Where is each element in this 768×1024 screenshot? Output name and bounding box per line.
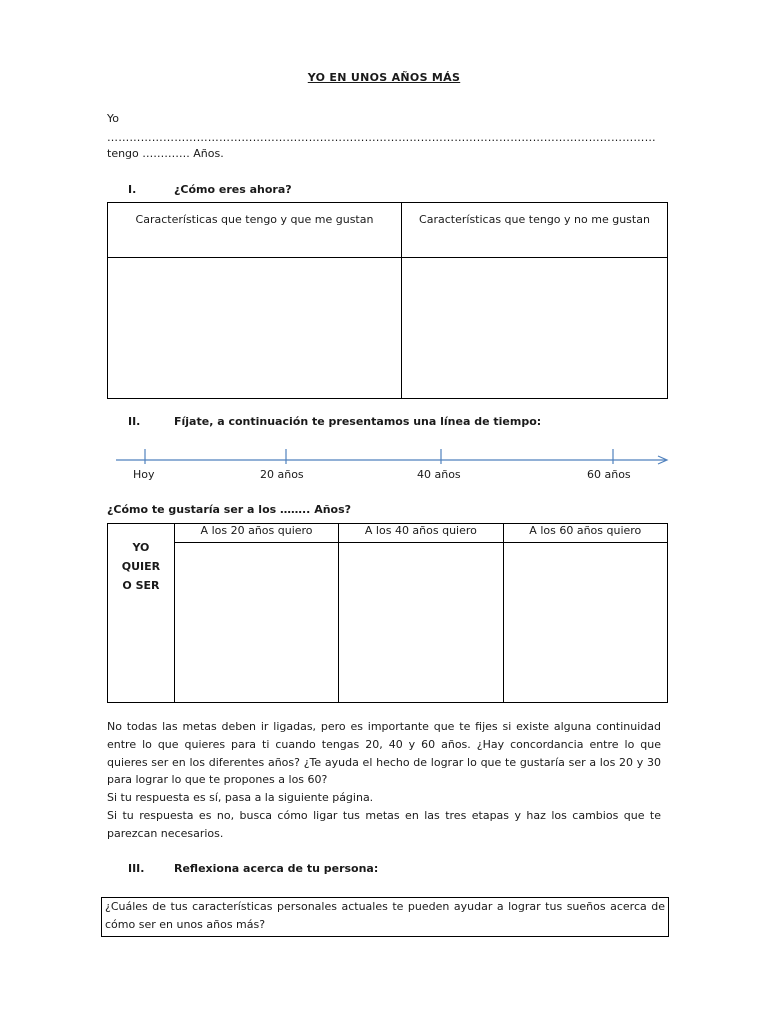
row-label-line: QUIER: [121, 560, 161, 573]
section-2-title: Fíjate, a continuación te presentamos una línea de tiempo:: [174, 415, 542, 428]
row-label-cell: [108, 524, 175, 703]
row-label-line: O SER: [122, 579, 160, 592]
timeline-label-hoy: Hoy: [133, 468, 155, 481]
paragraph-1: No todas las metas deben ir ligadas, pero es importante que te fijes si existe alguna continuidad entre lo que quieres para ti cuando tengas 20, 40 y 60 años. ¿Hay concordancia entre lo que quieres ser en los diferentes años? ¿Te ayuda el hecho de lograr lo que te gustaría ser a los 20 y 30 para lograr lo que te propones a los 60?: [107, 720, 661, 787]
section-3-number: III.: [128, 862, 145, 875]
paragraph-3: Si tu respuesta es no, busca cómo ligar tus metas en las tres etapas y haz los cambios que te parezcan necesarios.: [107, 808, 661, 840]
answer-40-cell[interactable]: [339, 543, 503, 703]
timeline-label-60: 60 años: [587, 468, 631, 481]
timeline: [110, 444, 675, 466]
answer-20-cell[interactable]: [174, 543, 338, 703]
reflection-box[interactable]: ¿Cuáles de tus características personales actuales te pueden ayudar a lograr tus sueños acerca de cómo ser en unos años más?: [101, 897, 669, 937]
goals-table: [107, 523, 668, 703]
page-title: YO EN UNOS AÑOS MÁS: [307, 71, 461, 84]
header-20-cell: A los 20 años quiero: [174, 524, 338, 543]
section-1-title: ¿Cómo eres ahora?: [174, 183, 292, 196]
name-blank-line[interactable]: …………………………………………………………………………………………………………………………………: [107, 131, 656, 144]
section-2-number: II.: [128, 415, 141, 428]
characteristics-table: [107, 202, 668, 399]
paragraph-2: Si tu respuesta es sí, pasa a la siguiente página.: [107, 791, 374, 805]
header-dislike-cell: Características que tengo y no me gustan: [402, 203, 668, 258]
row-label-line: YO: [132, 541, 150, 554]
header-like-cell: Características que tengo y que me gustan: [108, 203, 402, 258]
header-60-cell: A los 60 años quiero: [503, 524, 667, 543]
intro-yo: Yo: [107, 112, 119, 125]
answer-60-cell[interactable]: [503, 543, 667, 703]
timeline-label-40: 40 años: [417, 468, 461, 481]
timeline-label-20: 20 años: [260, 468, 304, 481]
dislike-answer-cell[interactable]: [402, 258, 668, 399]
instructions-paragraph: [107, 718, 661, 843]
age-line: tengo …………. Años.: [107, 147, 224, 160]
header-40-cell: A los 40 años quiero: [339, 524, 503, 543]
section-1-number: I.: [128, 183, 137, 196]
section-3-title: Reflexiona acerca de tu persona:: [174, 862, 379, 875]
question-heading: ¿Cómo te gustaría ser a los …….. Años?: [107, 503, 352, 516]
like-answer-cell[interactable]: [108, 258, 402, 399]
